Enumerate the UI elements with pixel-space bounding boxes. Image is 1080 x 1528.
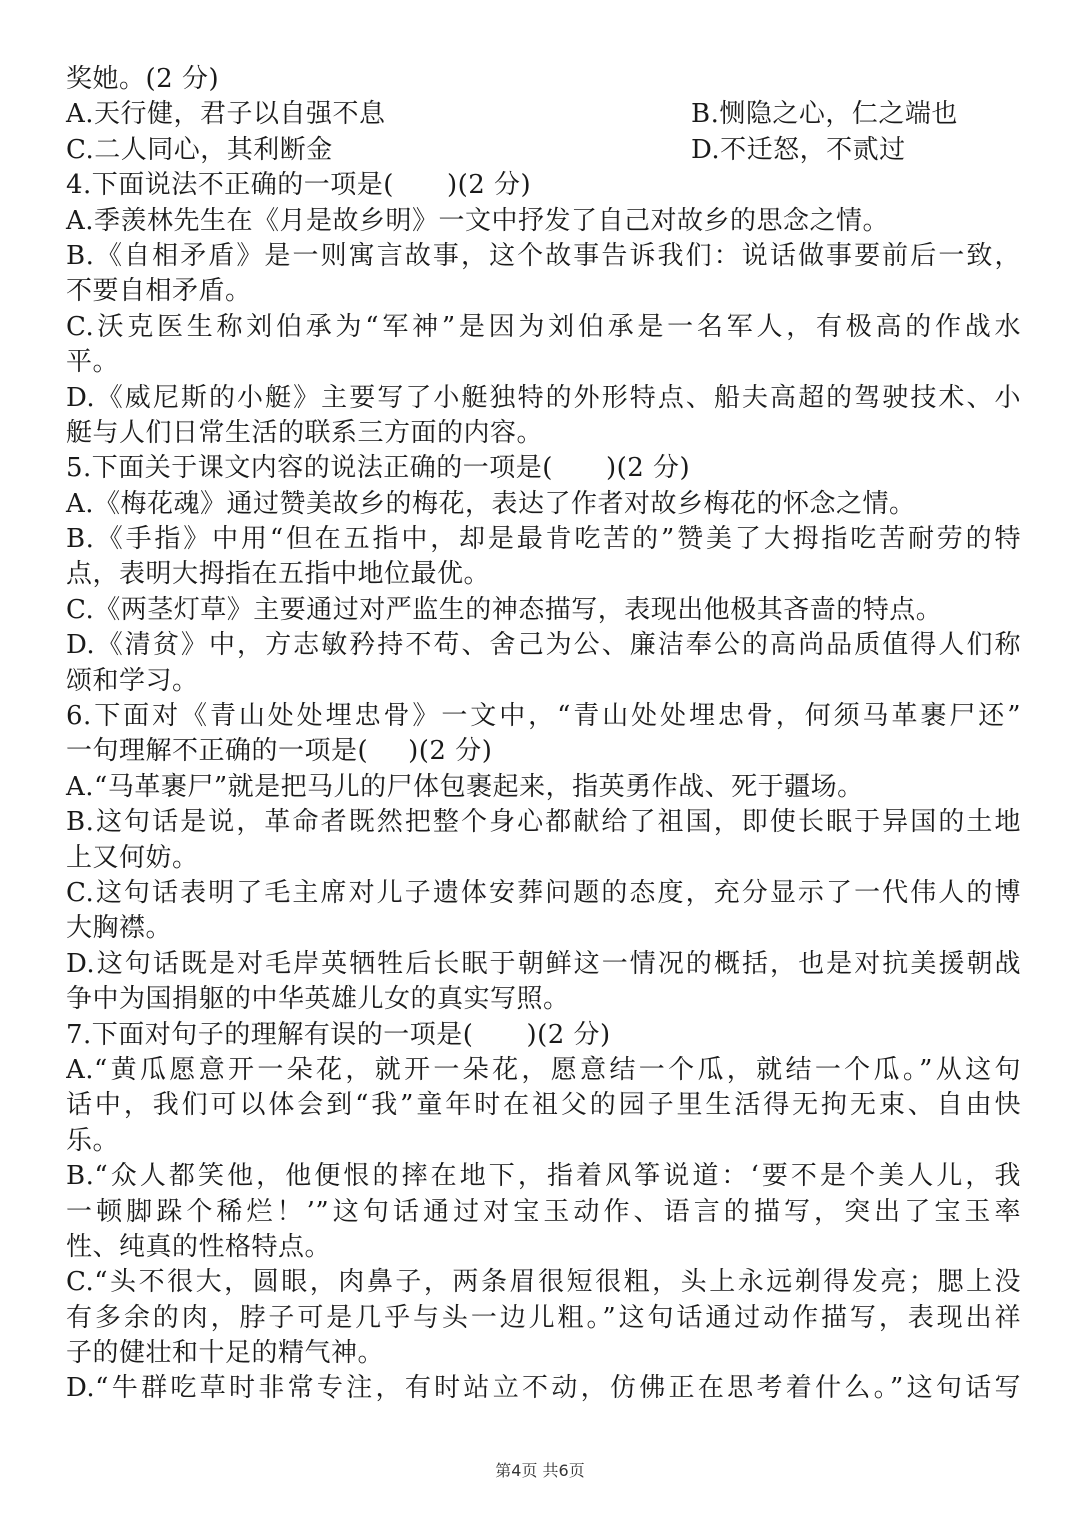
q3-option-d: D.不迁怒，不贰过 <box>691 134 906 165</box>
q4-option-d-line2: 艇与人们日常生活的联系三方面的内容。 <box>66 417 544 448</box>
q4-option-c-line2: 平。 <box>66 347 120 378</box>
q4-option-c-line1: C.沃克医生称刘伯承为“军神”是因为刘伯承是一名军人，有极高的作战水 <box>66 311 1021 342</box>
q4-option-a: A.季羡林先生在《月是故乡明》一文中抒发了自己对故乡的思念之情。 <box>66 205 890 236</box>
q5-option-b-line1: B.《手指》中用“但在五指中，却是最肯吃苦的”赞美了大拇指吃苦耐劳的特 <box>66 524 1021 555</box>
q7-option-c-line3: 子的健壮和十足的精气神。 <box>66 1338 385 1369</box>
text-line: 奖她。(2 分) <box>66 64 220 94</box>
q4-option-b-line2: 不要自相矛盾。 <box>66 276 252 307</box>
question-4-stem: 4.下面说法不正确的一项是( )(2 分) <box>66 170 532 201</box>
q7-option-a-line3: 乐。 <box>66 1125 120 1156</box>
q6-option-d-line1: D.这句话既是对毛岸英牺牲后长眠于朝鲜这一情况的概括，也是对抗美援朝战 <box>66 948 1021 979</box>
q3-option-b: B.恻隐之心，仁之端也 <box>691 99 958 130</box>
page-number-footer: 第4页 共6页 <box>495 1461 585 1480</box>
q3-options-row-2 <box>66 133 1021 168</box>
q7-option-b-line2: 一顿脚跺个稀烂！’”这句话通过对宝玉动作、语言的描写，突出了宝玉率 <box>66 1196 1021 1227</box>
q7-option-c-line1: C.“头不很大，圆眼，肉鼻子，两条眉很短很粗，头上永远剃得发亮；腮上没 <box>66 1267 1021 1298</box>
q3-options-row-1 <box>66 97 1021 132</box>
q5-option-d-line1: D.《清贫》中，方志敏矜持不苟、舍己为公、廉洁奉公的高尚品质值得人们称 <box>66 630 1021 661</box>
q5-option-a: A.《梅花魂》通过赞美故乡的梅花，表达了作者对故乡梅花的怀念之情。 <box>66 488 916 519</box>
q7-option-c-line2: 有多余的肉，脖子可是几乎与头一边儿粗。”这句话通过动作描写，表现出祥 <box>66 1302 1021 1333</box>
q5-option-c: C.《两茎灯草》主要通过对严监生的神态描写，表现出他极其吝啬的特点。 <box>66 594 943 625</box>
question-7-stem: 7.下面对句子的理解有误的一项是( )(2 分) <box>66 1019 611 1050</box>
q3-option-a: A.天行健，君子以自强不息 <box>66 99 386 130</box>
q6-option-a: A.“马革裹尸”就是把马儿的尸体包裹起来，指英勇作战、死于疆场。 <box>66 771 864 802</box>
q7-option-b-line3: 性、纯真的性格特点。 <box>66 1231 332 1262</box>
q4-option-d-line1: D.《威尼斯的小艇》主要写了小艇独特的外形特点、船夫高超的驾驶技术、小 <box>66 382 1021 413</box>
q5-option-b-line2: 点，表明大拇指在五指中地位最优。 <box>66 559 491 590</box>
q6-option-b-line2: 上又何妨。 <box>66 842 199 873</box>
q5-option-d-line2: 颂和学习。 <box>66 665 199 696</box>
question-6-stem-line2: 一句理解不正确的一项是( )(2 分) <box>66 736 493 767</box>
question-6-stem-line1: 6.下面对《青山处处埋忠骨》一文中，“青山处处埋忠骨，何须马革裹尸还” <box>66 701 1021 732</box>
q3-option-c: C.二人同心，其利断金 <box>66 134 333 165</box>
q6-option-d-line2: 争中为国捐躯的中华英雄儿女的真实写照。 <box>66 984 570 1015</box>
q6-option-c-line1: C.这句话表明了毛主席对儿子遗体安葬问题的态度，充分显示了一代伟人的博 <box>66 877 1021 908</box>
q6-option-b-line1: B.这句话是说，革命者既然把整个身心都献给了祖国，即使长眠于异国的土地 <box>66 807 1021 838</box>
q7-option-b-line1: B.“众人都笑他，他便恨的摔在地下，指着风筝说道：‘要不是个美人儿，我 <box>66 1161 1021 1192</box>
q4-option-b-line1: B.《自相矛盾》是一则寓言故事，这个故事告诉我们：说话做事要前后一致， <box>66 240 1021 271</box>
q6-option-c-line2: 大胸襟。 <box>66 913 173 944</box>
q7-option-a-line2: 话中，我们可以体会到“我”童年时在祖父的园子里生活得无拘无束、自由快 <box>66 1090 1021 1121</box>
exam-page-body <box>66 62 1021 1407</box>
q7-option-d-line1: D.“牛群吃草时非常专注，有时站立不动，仿佛正在思考着什么。”这句话写 <box>66 1373 1021 1404</box>
question-5-stem: 5.下面关于课文内容的说法正确的一项是( )(2 分) <box>66 453 691 484</box>
q7-option-a-line1: A.“黄瓜愿意开一朵花，就开一朵花，愿意结一个瓜，就结一个瓜。”从这句 <box>66 1054 1021 1085</box>
